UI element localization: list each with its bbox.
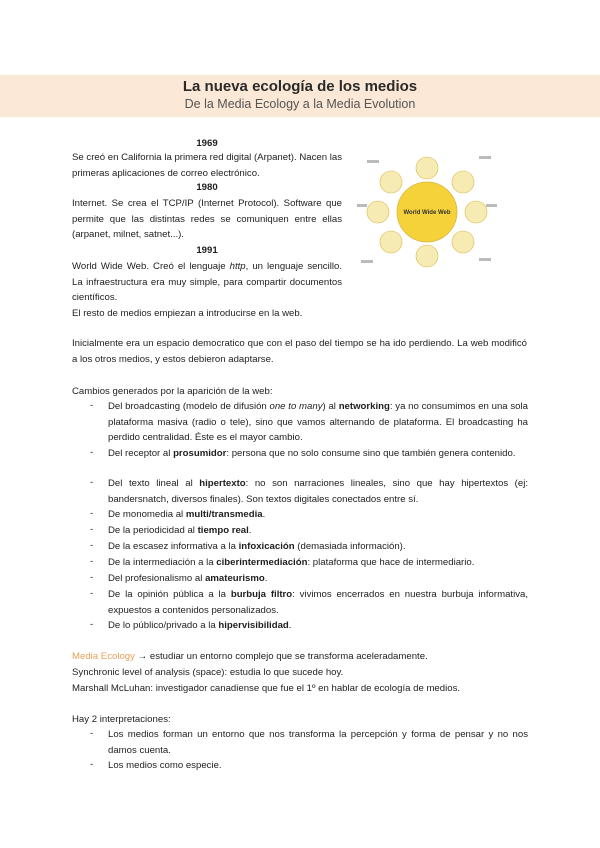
change-item-hipertexto: Del texto lineal al hipertexto: no son narraciones lineales, sino que hay hipertextos (ej: bandersnatch, diversos finales). Son textos digitales conectados entre sí. bbox=[108, 478, 528, 505]
change-item-hipervisibilidad: De lo público/privado a la hipervisibilidad. bbox=[108, 620, 292, 631]
changes-heading: Cambios generados por la aparición de la web: bbox=[72, 386, 273, 397]
change-item-infoxicacion: De la escasez informativa a la infoxicación (demasiada información). bbox=[108, 541, 406, 552]
bullet-dash: - bbox=[90, 728, 94, 739]
media-ecology-label: Media Ecology bbox=[72, 651, 135, 662]
petal bbox=[452, 171, 474, 193]
change-item-prosumidor: Del receptor al prosumidor: persona que no solo consume sino que también genera contenido. bbox=[108, 448, 516, 459]
petal bbox=[367, 201, 389, 223]
bullet-dash: - bbox=[90, 759, 94, 770]
side-note bbox=[479, 258, 491, 261]
media-ecology-line: Media Ecology → estudiar un entorno complejo que se transforma aceleradamente. bbox=[72, 651, 428, 662]
change-item-transmedia: De monomedia al multi/transmedia. bbox=[108, 509, 266, 520]
side-note bbox=[361, 260, 373, 263]
timeline-text-1969: Se creó en California la primera red digital (Arpanet). Nacen las primeras aplicaciones de correo electrónico. bbox=[72, 152, 342, 179]
bullet-dash: - bbox=[90, 619, 94, 630]
bullet-dash: - bbox=[90, 508, 94, 519]
diagram-center-label: World Wide Web bbox=[403, 210, 451, 216]
side-note bbox=[486, 204, 497, 207]
bullet-dash: - bbox=[90, 588, 94, 599]
bullet-dash: - bbox=[90, 540, 94, 551]
side-note bbox=[479, 156, 491, 159]
bullet-dash: - bbox=[90, 400, 94, 411]
bullet-dash: - bbox=[90, 447, 94, 458]
synchronic-line: Synchronic level of analysis (space): estudia lo que sucede hoy. bbox=[72, 667, 344, 678]
petal bbox=[380, 171, 402, 193]
www-diagram bbox=[355, 152, 500, 272]
mcluhan-line: Marshall McLuhan: investigador canadiense que fue el 1º en hablar de ecología de medios. bbox=[72, 683, 461, 694]
side-note bbox=[367, 160, 379, 163]
change-item-burbuja-filtro: De la opinión pública a la burbuja filtro: vivimos encerrados en nuestra burbuja informativa, expuestos a contenidos personalizados. bbox=[108, 589, 529, 616]
interpretation-item: Los medios como especie. bbox=[108, 760, 222, 771]
petal bbox=[416, 157, 438, 179]
year-1980: 1980 bbox=[196, 182, 218, 193]
page-subtitle: De la Media Ecology a la Media Evolution bbox=[184, 97, 416, 111]
petal bbox=[416, 245, 438, 267]
bullet-dash: - bbox=[90, 477, 94, 488]
bullet-dash: - bbox=[90, 524, 94, 535]
timeline-text-1980: Internet. Se crea el TCP/IP (Internet Protocol). Software que permite que las distintas redes se comuniquen entre ellas (arpanet, milnet, satnet...). bbox=[72, 198, 342, 241]
paragraph-intro: Inicialmente era un espacio democratico que con el paso del tiempo se ha ido perdiendo. La web modificó a los otros medios, y estos debieron adaptarse. bbox=[72, 338, 527, 365]
side-note bbox=[357, 204, 367, 207]
interpretations-heading: Hay 2 interpretaciones: bbox=[72, 714, 171, 725]
petal bbox=[465, 201, 487, 223]
change-item-broadcasting: Del broadcasting (modelo de difusión one to many) al networking: ya no consumimos en una sola plataforma masiva (radio o tele), sino que vamos alternando de plataforma. El broadcasting ha perdido centralidad. Éste es el mayor cambio. bbox=[108, 401, 528, 444]
bullet-dash: - bbox=[90, 572, 94, 583]
change-item-tiempo-real: De la periodicidad al tiempo real. bbox=[108, 525, 252, 536]
petal bbox=[452, 231, 474, 253]
timeline-text-1991: World Wide Web. Creó el lenguaje http, un lenguaje sencillo. La infraestructura era muy simple, para compartir documentos científicos. bbox=[72, 261, 342, 304]
year-1991: 1991 bbox=[196, 245, 218, 256]
bullet-dash: - bbox=[90, 556, 94, 567]
petal bbox=[380, 231, 402, 253]
year-1969: 1969 bbox=[196, 138, 218, 149]
change-item-amateurismo: Del profesionalismo al amateurismo. bbox=[108, 573, 268, 584]
change-item-ciberintermediacion: De la intermediación a la ciberintermediación: plataforma que hace de intermediario. bbox=[108, 557, 475, 568]
intro-line: El resto de medios empiezan a introducirse en la web. bbox=[72, 308, 303, 319]
interpretation-item: Los medios forman un entorno que nos transforma la percepción y forma de pensar y no nos damos cuenta. bbox=[108, 729, 528, 756]
page-title: La nueva ecología de los medios bbox=[182, 78, 418, 95]
